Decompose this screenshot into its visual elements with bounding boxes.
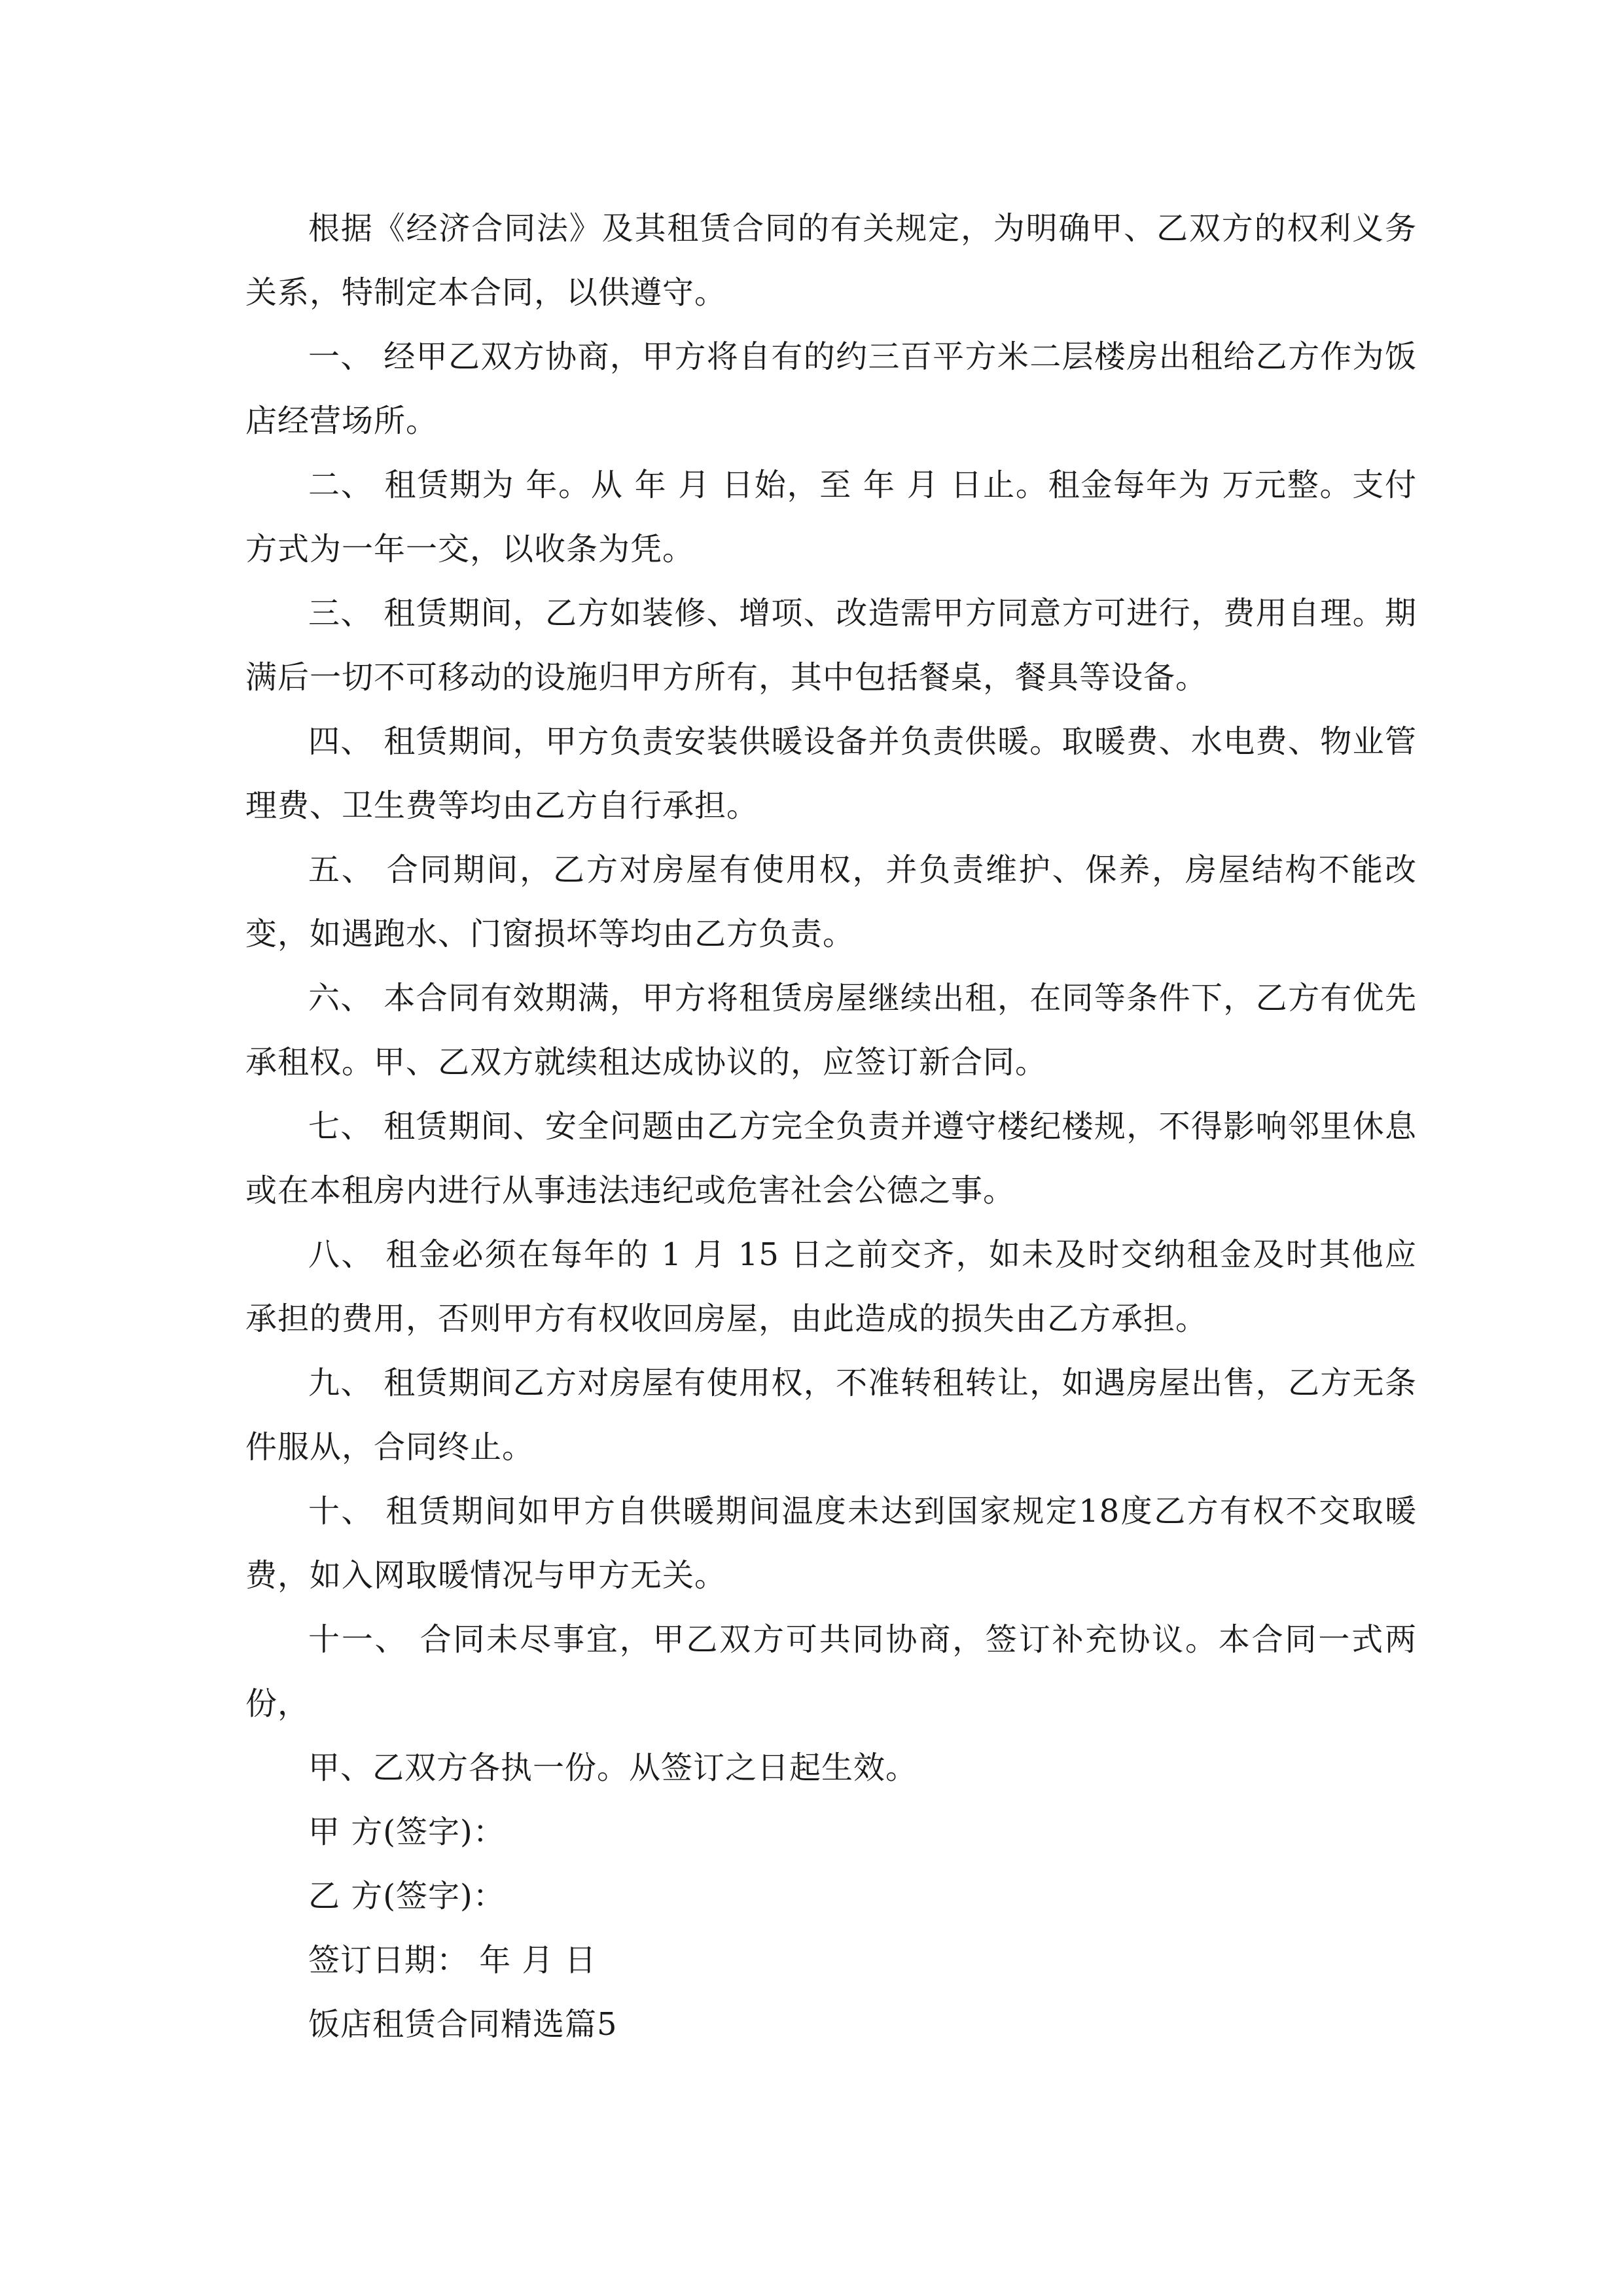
clause-6: 六、 本合同有效期满，甲方将租赁房屋继续出租，在同等条件下，乙方有优先承租权。甲、乙双方就续租达成协议的，应签订新合同。	[245, 980, 1417, 1081]
clause-9: 九、 租赁期间乙方对房屋有使用权，不准转租转让，如遇房屋出售，乙方无条件服从，合同终止。	[245, 1365, 1417, 1465]
clause-8: 八、 租金必须在每年的 1 月 15 日之前交齐，如未及时交纳租金及时其他应承担的费用，否则甲方有权收回房屋，由此造成的损失由乙方承担。	[245, 1236, 1417, 1337]
copies-line: 甲、乙双方各执一份。从签订之日起生效。	[308, 1749, 918, 1786]
sign-date: 签订日期： 年 月 日	[308, 1942, 597, 1979]
intro-paragraph: 根据《经济合同法》及其租赁合同的有关规定，为明确甲、乙双方的权利义务关系，特制定本合同，以供遵守。	[245, 210, 1417, 311]
party-b-signature: 乙 方(签字)：	[308, 1878, 505, 1914]
clause-11: 十一、 合同未尽事宜，甲乙双方可共同协商，签订补充协议。本合同一式两份，	[245, 1621, 1417, 1722]
clause-5: 五、 合同期间，乙方对房屋有使用权，并负责维护、保养，房屋结构不能改变，如遇跑水、门窗损坏等均由乙方负责。	[245, 852, 1417, 952]
party-a-signature: 甲 方(签字)：	[308, 1814, 505, 1850]
contract-body	[245, 196, 1417, 2056]
clause-10: 十、 租赁期间如甲方自供暖期间温度未达到国家规定18度乙方有权不交取暖费，如入网取暖情况与甲方无关。	[245, 1493, 1417, 1594]
next-section-heading: 饭店租赁合同精选篇5	[308, 2006, 618, 2043]
clause-2: 二、 租赁期为 年。从 年 月 日始，至 年 月 日止。租金每年为 万元整。支付方式为一年一交，以收条为凭。	[245, 467, 1417, 567]
clause-7: 七、 租赁期间、安全问题由乙方完全负责并遵守楼纪楼规，不得影响邻里休息或在本租房内进行从事违法违纪或危害社会公德之事。	[245, 1108, 1417, 1209]
clause-3: 三、 租赁期间，乙方如装修、增项、改造需甲方同意方可进行，费用自理。期满后一切不可移动的设施归甲方所有，其中包括餐桌，餐具等设备。	[245, 595, 1417, 696]
clause-1: 一、 经甲乙双方协商，甲方将自有的约三百平方米二层楼房出租给乙方作为饭店经营场所。	[245, 338, 1417, 439]
clause-4: 四、 租赁期间，甲方负责安装供暖设备并负责供暖。取暖费、水电费、物业管理费、卫生费等均由乙方自行承担。	[245, 723, 1417, 824]
